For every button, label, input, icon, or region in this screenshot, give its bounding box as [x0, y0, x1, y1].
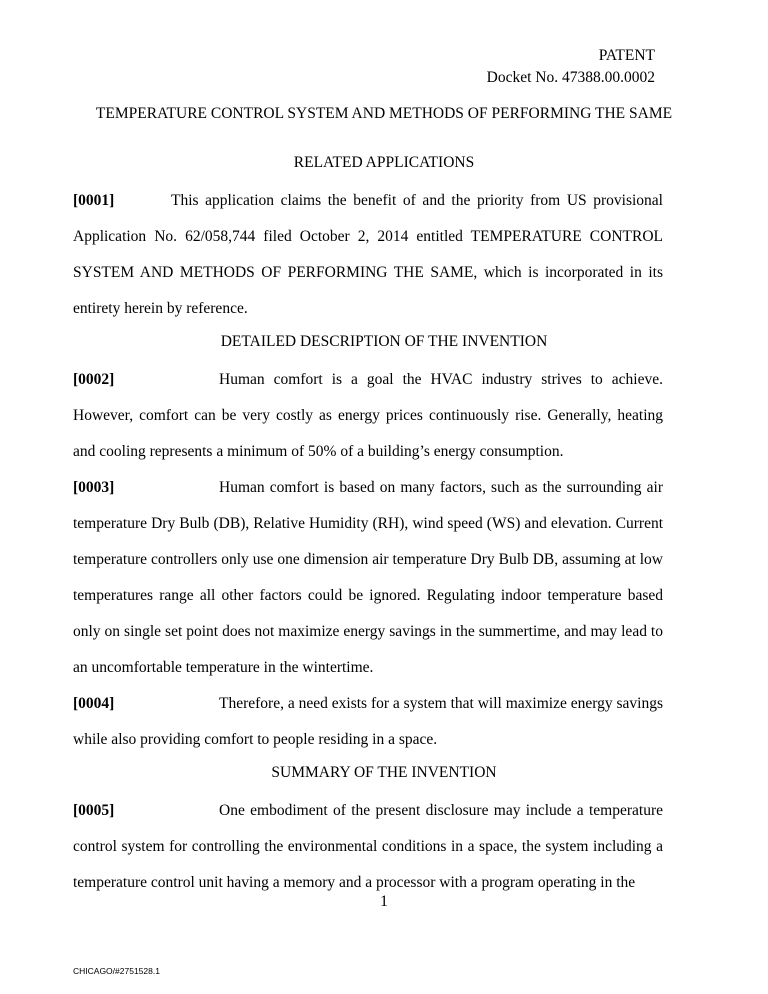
header-patent-label: PATENT	[598, 47, 655, 64]
paragraph-0003	[73, 470, 663, 686]
paragraph-number: [0002]	[73, 371, 115, 388]
paragraph-text: One embodiment of the present disclosure may include a temperature control system for controlling the environmental conditions in a space, the system including a temperature control unit having a memory and a processor with a program operating in the	[73, 802, 663, 891]
header-docket-number: Docket No. 47388.00.0002	[486, 69, 655, 86]
section-heading-related: RELATED APPLICATIONS	[293, 154, 475, 171]
paragraph-0001	[73, 183, 663, 327]
paragraph-number: [0005]	[73, 802, 115, 819]
paragraph-0005	[73, 793, 663, 901]
document-title: TEMPERATURE CONTROL SYSTEM AND METHODS OF PERFORMING THE SAME	[95, 105, 673, 122]
section-heading-detailed: DETAILED DESCRIPTION OF THE INVENTION	[220, 333, 548, 350]
paragraph-number: [0003]	[73, 479, 115, 496]
paragraph-text: Human comfort is a goal the HVAC industry strives to achieve. However, comfort can be very costly as energy prices continuously rise. Generally, heating and cooling represents a minimum of 50% of a building’s energy consumption.	[73, 371, 663, 460]
paragraph-text: Human comfort is based on many factors, such as the surrounding air temperature Dry Bulb (DB), Relative Humidity (RH), wind speed (WS) and elevation. Current temperature controllers only use one dimension air temperature Dry Bulb DB, assuming at low temperatures range all other factors could be ignored. Regulating indoor temperature based only on single set point does not maximize energy savings in the summertime, and may lead to an uncomfortable temperature in the wintertime.	[73, 479, 663, 676]
paragraph-number: [0004]	[73, 695, 115, 712]
paragraph-0002	[73, 362, 663, 470]
page-number: 1	[380, 893, 388, 910]
footer-document-id: CHICAGO/#2751528.1	[73, 966, 160, 976]
section-heading-summary: SUMMARY OF THE INVENTION	[271, 764, 497, 781]
paragraph-text: Therefore, a need exists for a system that will maximize energy savings while also providing comfort to people residing in a space.	[73, 695, 663, 748]
paragraph-0004	[73, 686, 663, 758]
paragraph-number: [0001]	[73, 192, 115, 209]
paragraph-text: This application claims the benefit of and the priority from US provisional Application No. 62/058,744 filed October 2, 2014 entitled TEMPERATURE CONTROL SYSTEM AND METHODS OF PERFORMING THE SAME, which is incorporated in its entirety herein by reference.	[73, 192, 663, 317]
